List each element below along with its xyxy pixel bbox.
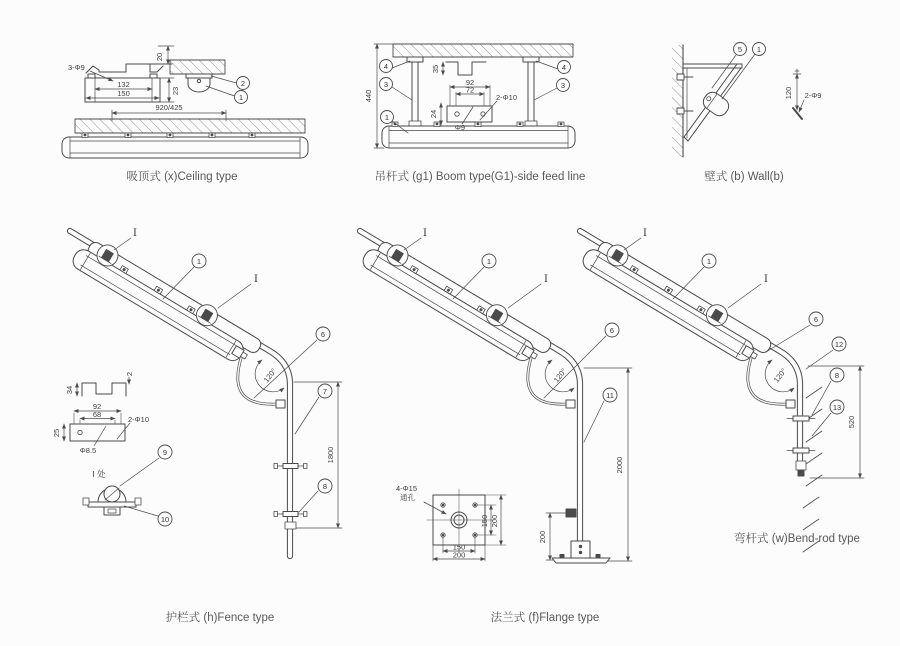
dim-label-150v: 150 bbox=[480, 514, 489, 528]
caption-flange-type: 法兰式 (f)Flange type bbox=[490, 612, 600, 624]
section-letter: I bbox=[764, 274, 768, 285]
dim-label-92: 92 bbox=[465, 78, 475, 87]
caption-bend-rod-type: 弯杆式 (w)Bend-rod type bbox=[734, 533, 860, 545]
ceiling-hatch bbox=[393, 44, 573, 57]
section-letter: I bbox=[544, 274, 548, 285]
dim-hole-span bbox=[95, 80, 152, 89]
panel-fence-type bbox=[52, 228, 342, 624]
dim-label-35: 35 bbox=[431, 64, 440, 74]
callout-8 bbox=[299, 479, 332, 512]
callout-3-right bbox=[534, 79, 570, 101]
caption-wall-type: 壁式 (b) Wall(b) bbox=[704, 171, 784, 183]
dim-label-2: 2 bbox=[125, 371, 134, 377]
callout-1-number: 1 bbox=[384, 112, 390, 122]
dim-label-3-phi9: 3-Φ9 bbox=[68, 63, 85, 72]
callout-3-number: 3 bbox=[560, 80, 566, 90]
callout-4-left bbox=[380, 60, 411, 73]
angle-annotation bbox=[765, 360, 794, 392]
dim-label-23: 23 bbox=[171, 86, 180, 96]
dim-label-2-phi10: 2-Φ10 bbox=[128, 415, 149, 424]
dim-label-150h: 150 bbox=[452, 542, 466, 552]
ceiling-bracket-detail bbox=[68, 46, 180, 102]
wall-hole-dim-detail bbox=[784, 69, 821, 119]
callout-12-number: 12 bbox=[834, 339, 844, 349]
fence-plate-detail bbox=[52, 402, 149, 455]
boom-fixture bbox=[382, 122, 575, 148]
callout-5-number: 5 bbox=[737, 44, 743, 54]
ceiling-clamp-detail bbox=[170, 60, 250, 104]
callout-5 bbox=[712, 43, 747, 89]
dim-label-phi8-5: Φ8.5 bbox=[79, 446, 97, 455]
cable-connector bbox=[566, 400, 575, 408]
dim-fixture-span bbox=[112, 103, 226, 121]
flange-plate-detail bbox=[396, 484, 506, 561]
section-mark-1 bbox=[114, 228, 137, 250]
section-mark-2 bbox=[508, 274, 548, 308]
callout-1 bbox=[163, 254, 206, 299]
flange-base bbox=[552, 541, 610, 563]
callout-10-number: 10 bbox=[160, 514, 170, 524]
angle-annotation bbox=[255, 360, 284, 392]
dim-label-68: 68 bbox=[92, 410, 102, 419]
callout-7 bbox=[295, 384, 332, 434]
wall-hatch bbox=[672, 45, 683, 157]
dim-label-phi9: Φ9 bbox=[454, 123, 466, 132]
channel-profile-detail bbox=[431, 62, 486, 75]
panel-flange-type bbox=[360, 228, 632, 624]
cable-connector bbox=[786, 400, 795, 408]
caption-ceiling-type: 吸顶式 (x)Ceiling type bbox=[126, 171, 238, 183]
dim-label-200v: 200 bbox=[490, 514, 499, 528]
fence-clamp-detail bbox=[83, 486, 141, 515]
callout-11-number: 11 bbox=[606, 390, 614, 400]
dim-label-20: 20 bbox=[155, 52, 164, 62]
section-letter: I bbox=[423, 228, 427, 239]
flange-holes-label-2: 通孔 bbox=[400, 493, 415, 502]
boom-rod-left bbox=[407, 57, 423, 126]
mount-plate-detail bbox=[429, 78, 517, 132]
dim-label-120: 120 bbox=[784, 86, 793, 100]
angle-label: 120° bbox=[261, 366, 279, 385]
dim-label-92: 92 bbox=[92, 402, 102, 411]
angle-annotation bbox=[545, 360, 574, 392]
dim-label-200: 200 bbox=[538, 530, 547, 544]
dim-pole-height bbox=[294, 382, 342, 528]
fence-channel-profile bbox=[65, 372, 134, 396]
dim-label-2-phi9: 2-Φ9 bbox=[804, 91, 822, 100]
section-mark-2 bbox=[218, 274, 258, 308]
section-mark-2 bbox=[728, 274, 768, 308]
callout-6-number: 6 bbox=[813, 314, 819, 324]
dim-label-150: 150 bbox=[117, 89, 130, 98]
callout-3-left bbox=[380, 78, 413, 101]
callout-6-number: 6 bbox=[609, 325, 615, 335]
caption-boom-type: 吊杆式 (g1) Boom type(G1)-side feed line bbox=[374, 171, 586, 183]
callout-1-number: 1 bbox=[238, 92, 244, 102]
callout-2 bbox=[211, 76, 250, 90]
dim-label-920-425: 920/425 bbox=[155, 103, 183, 112]
callout-7-number: 7 bbox=[322, 386, 328, 396]
dim-side-offset bbox=[160, 78, 180, 102]
callout-4-number: 4 bbox=[383, 61, 389, 71]
dim-label-132: 132 bbox=[117, 80, 130, 89]
callout-9 bbox=[120, 445, 172, 486]
dim-label-24: 24 bbox=[429, 109, 438, 119]
callout-1-number: 1 bbox=[706, 256, 712, 266]
ceiling-fixture-view bbox=[62, 103, 308, 158]
dim-base-height bbox=[538, 513, 570, 560]
callout-10 bbox=[124, 506, 172, 526]
dim-label-2-phi10: 2-Φ10 bbox=[496, 93, 517, 102]
panel-boom-type bbox=[364, 44, 585, 183]
section-place-label: I 处 bbox=[92, 469, 106, 479]
section-letter: I bbox=[254, 274, 258, 285]
callout-8-number: 8 bbox=[834, 370, 840, 380]
dim-label-1800: 1800 bbox=[326, 446, 335, 464]
boom-rod-right bbox=[523, 57, 539, 126]
callout-4-number: 4 bbox=[561, 62, 567, 72]
callout-9-number: 9 bbox=[162, 447, 168, 457]
callout-1-number: 1 bbox=[196, 256, 202, 266]
panel-bend-rod-type bbox=[580, 228, 864, 552]
section-letter: I bbox=[133, 228, 137, 239]
callout-1-number: 1 bbox=[486, 256, 492, 266]
dim-label-34: 34 bbox=[65, 385, 74, 395]
callout-13 bbox=[812, 400, 844, 436]
callout-13-number: 13 bbox=[832, 402, 842, 412]
section-mark-1 bbox=[624, 228, 647, 250]
caption-fence-type: 护栏式 (h)Fence type bbox=[165, 612, 275, 624]
dim-label-72: 72 bbox=[465, 85, 475, 95]
cable-connector bbox=[276, 400, 285, 408]
wall-pipe-clamp bbox=[700, 89, 732, 119]
panel-wall-type bbox=[672, 43, 821, 184]
flange-holes-label-1: 4-Φ15 bbox=[396, 484, 417, 493]
dim-label-520: 520 bbox=[847, 415, 856, 429]
dim-bracket-width bbox=[86, 89, 159, 98]
section-letter: I bbox=[643, 228, 647, 239]
dim-label-25: 25 bbox=[52, 428, 61, 438]
dim-label-440: 440 bbox=[364, 89, 373, 103]
callout-8-number: 8 bbox=[322, 481, 328, 491]
dim-label-200h: 200 bbox=[452, 550, 466, 560]
callout-1-number: 1 bbox=[756, 44, 762, 54]
callout-3-number: 3 bbox=[383, 79, 389, 89]
callout-11 bbox=[584, 388, 617, 442]
callout-6-number: 6 bbox=[320, 329, 326, 339]
dim-label-2000: 2000 bbox=[615, 456, 624, 474]
callout-4-right bbox=[536, 61, 571, 74]
section-mark-1 bbox=[404, 228, 427, 250]
callout-2-number: 2 bbox=[240, 78, 246, 88]
callout-12 bbox=[806, 337, 846, 369]
dim-wall-drop bbox=[808, 366, 864, 478]
callout-1 bbox=[673, 254, 716, 299]
angle-label: 120° bbox=[551, 366, 569, 385]
panel-ceiling-type bbox=[62, 46, 308, 183]
angle-label: 120° bbox=[771, 366, 789, 385]
callout-1 bbox=[453, 254, 496, 299]
